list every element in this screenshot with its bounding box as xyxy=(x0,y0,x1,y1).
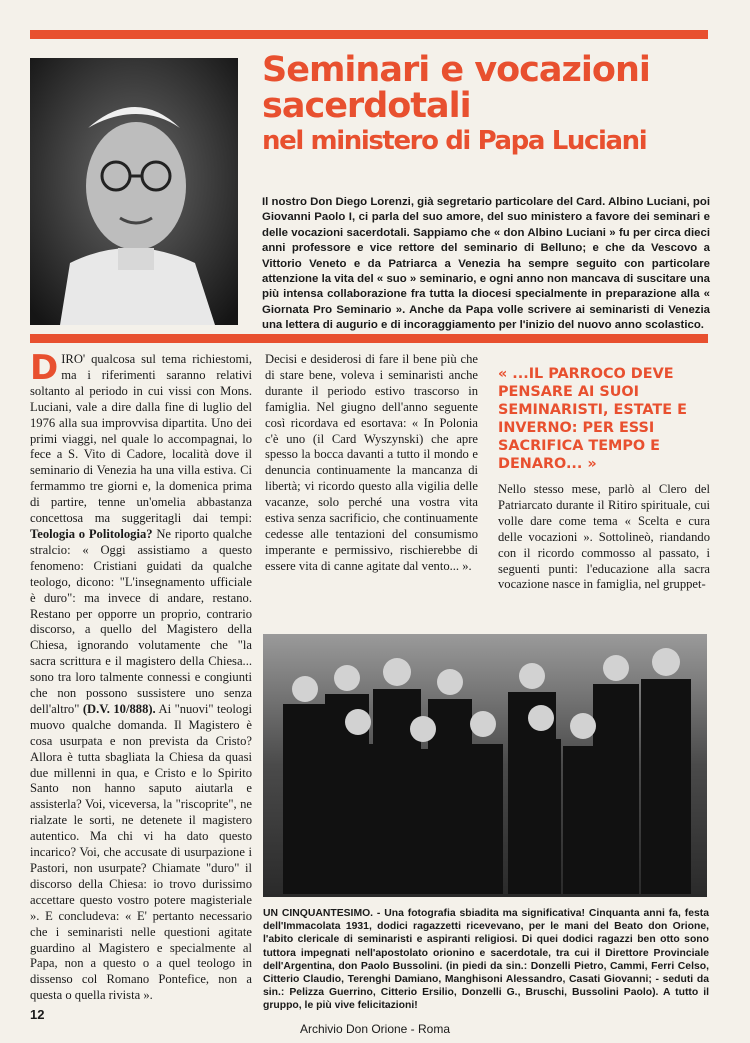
body-column-2: Decisi e desiderosi di fare il bene più che di stare bene, voleva i seminaristi anche durante il periodo estivo trascorso in famiglia. Nel giugno dell'anno seguente così ricordava ed esortava: « In Polonia c'è uno (il Card Wyszynski) che apre spesso la bocca davanti a tutto il mondo e denuncia continuamente la mancanza di libertà; vi ricordo questo alla vigilia delle vacanze, solo perché una vostra vita estiva senza sacrificio, che continuamente cedesse alle tentazioni del consumismo imperante e permissivo, rischierebbe di essere vita di canne agitate dal vento... ». xyxy=(265,352,478,573)
body-column-3: Nello stesso mese, parlò al Clero del Patriarcato durante il Ritiro spirituale, cui volle dare come tema « Scelta e cura delle vocazioni ». Sottolineò, riandando con il ricordo commosso al passato, i seguenti punti: l'educazione alla sacra vocazione nasce in famiglia, nel gruppet- xyxy=(498,482,710,592)
archive-label: Archivio Don Orione - Roma xyxy=(299,1022,451,1036)
col1-text-c: Ai "nuovi" teologi muovo qualche domanda. Il Magistero è cosa usurpata e non prevista da Cristo? Allora è tutta sbagliata la Chiesa da quasi due millenni in qua, e Cristo e lo Spirito Santo non hanno saputo aiutarla e assisterla? Voi, viceversa, la "riscoprite", ne rialzate le sorti, ne detenete il magistero autentico. Ma chi vi ha dato questo incarico? Voi, che accusate di usurpazione i Pastori, non usurpate? Chiamate "duro" il discorso della Chiesa: io trovo durissimo accettare questo vostro potere magisteriale ». E concludeva: « E' pertanto necessario che i seminaristi nelle questioni agitate guardino al Magistero e specialmente al Papa, non a questo o a quel teologo in dissenso col Romano Pontefice, non a questa o quella rivista ». xyxy=(30,701,252,1003)
caption-text: - Una fotografia sbiadita ma significativa! Cinquanta anni fa, festa dell'Immacolata 1931, dodici ragazzetti ricevevano, per le mani del Beato don Orione, l'abito clericale di seminaristi e aspiranti religiosi. Di quei dodici ragazzi ben otto sono tuttora impegnati nell'apostolato orionino e sacerdotale, tra cui il Direttore Provinciale dell'Argentina, don Paolo Bussolini. (in piedi da sin.: Donzelli Pietro, Cammi, Ferri Celso, Citterio Claudio, Terenghi Damiano, Manghisoni Alessandro, Casati Giovanni; - seduti da sin.: Pelizza Guerrino, Citterio Ersilio, Donzelli G., Bruschi, Bussolini Paolo). A tutto il gruppo, le più vive felicitazioni! xyxy=(263,908,709,1012)
article-title xyxy=(262,52,712,156)
top-rule xyxy=(30,30,708,39)
title-line-1: Seminari e vocazioni xyxy=(262,50,650,90)
col1-text-b: Ne riporto qualche stralcio: « Oggi assistiamo a questo fenomeno: Cristiani guidati da qualche teologo, dicono: "L'insegnamento ufficiale è duro": ma invece di andare, restano. Restano per opporre un proprio, contrario discorso, a quello del Magistero della Chiesa, ignorando volutamente che "la sacra scrittura e il magistero della Chiesa... sono tra loro talmente connessi e congiunti che non possono sussistere uno senza dell'altro" xyxy=(30,526,252,716)
drop-cap: D xyxy=(30,348,59,388)
page-number: 12 xyxy=(30,1007,45,1022)
pope-portrait-photo xyxy=(30,58,238,325)
middle-rule xyxy=(30,334,708,343)
caption-lead: UN CINQUANTESIMO. xyxy=(263,908,374,919)
col1-text-a: IRO' qualcosa sul tema richiestomi, ma i riferimenti saranno relativi soltanto al periodo in cui vissi con Mons. Luciani, vale a dire dalla fine di luglio del 1976 alla sua improvvisa dipartita. Uno dei primi viaggi, nel quale lo accompagnai, lo fece a S. Vito di Cadore, località dove il seminario di Venezia ha una villa estiva. Ci fermammo tre giorni e, la domenica prima di partire, tenne un'omelia abbastanza concettosa ma suggeritagli dai tempi: xyxy=(30,352,252,526)
group-photo xyxy=(263,634,707,897)
body-column-1 xyxy=(30,348,252,1004)
intro-paragraph: Il nostro Don Diego Lorenzi, già segretario particolare del Card. Albino Luciani, poi Giovanni Paolo I, ci parla del suo amore, del suo ministero a favore dei seminari e delle vocazioni sacerdotali. Sappiamo che « don Albino Luciani » fu per circa dieci anni professore e vice rettore del seminario di Belluno; e che da Vescovo a Vittorio Veneto e da Patriarca a Venezia ha sempre seguito con particolare attenzione la vita del « suo » seminario, e ogni anno non mancava di suscitare una più intensa collaborazione fra tutta la diocesi specialmente in preparazione alla « Giornata Pro Seminario ». Anche da Papa volle scrivere ai seminaristi di Venezia una lettera di augurio e di incoraggiamento per l'inizio del nuovo anno scolastico. xyxy=(262,196,710,332)
title-line-2: sacerdotali xyxy=(262,86,471,126)
pull-quote: « ...IL PARROCO DEVE PENSARE AI SUOI SEMINARISTI, ESTATE E INVERNO: PER ESSI SACRIFICA TEMPO E DENARO... » xyxy=(498,366,687,472)
photo-caption xyxy=(263,907,709,1013)
title-subtitle: nel ministero di Papa Luciani xyxy=(262,126,647,156)
col1-bold-a: Teologia o Politologia? xyxy=(30,526,153,541)
col1-bold-b: (D.V. 10/888). xyxy=(79,701,156,716)
